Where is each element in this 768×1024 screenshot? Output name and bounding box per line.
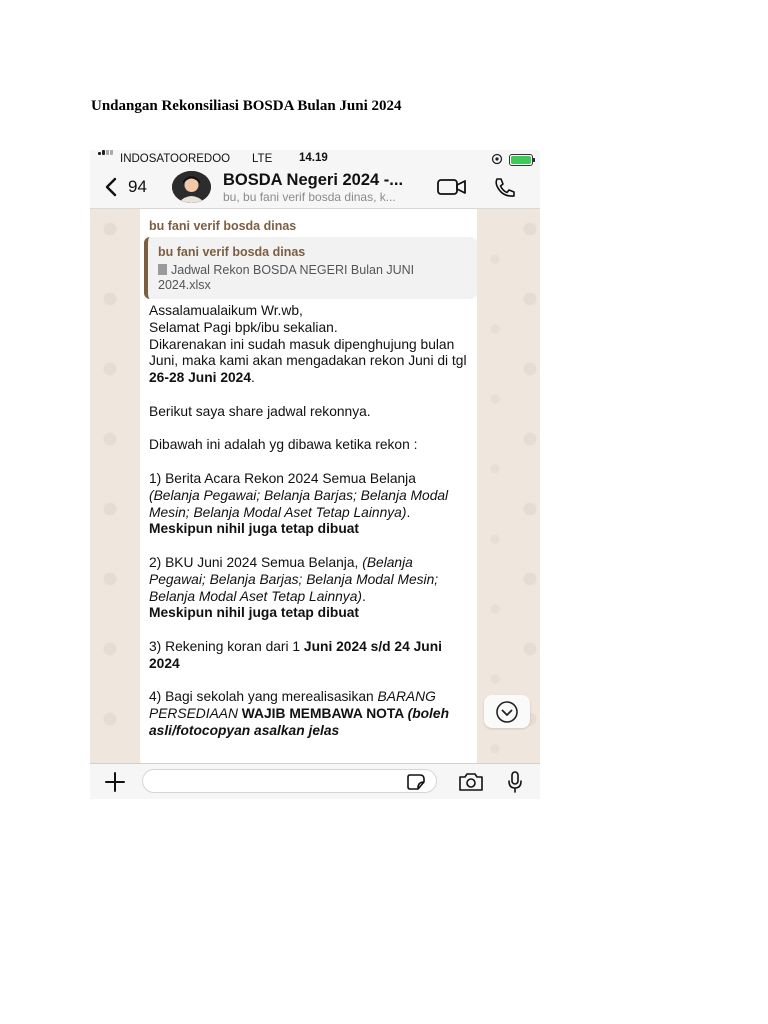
chat-header (90, 168, 540, 209)
camera-icon[interactable] (458, 772, 484, 797)
greeting-line: Selamat Pagi bpk/ibu sekalian. (149, 319, 338, 335)
phone-call-icon[interactable] (493, 176, 515, 203)
message-bubble[interactable] (140, 209, 477, 763)
battery-icon (509, 154, 533, 166)
status-bar (90, 150, 540, 168)
chevron-down-icon (495, 700, 519, 724)
avatar[interactable] (172, 171, 211, 203)
quoted-sender: bu fani verif bosda dinas (158, 245, 306, 259)
list-item-note: Meskipun nihil juga tetap dibuat (149, 521, 360, 537)
message-sender: bu fani verif bosda dinas (149, 219, 297, 233)
list-item: 1) Berita Acara Rekon 2024 Semua Belanja (Belanja Pegawai; Belanja Barjas; Belanja Modal Mesin; Belanja Modal Aset Tetap Lainnya). (149, 470, 452, 520)
message-input[interactable] (142, 769, 437, 793)
unread-count[interactable]: 94 (128, 177, 147, 196)
plus-icon[interactable] (104, 771, 126, 798)
quoted-file-name: Jadwal Rekon BOSDA NEGERI Bulan JUNI 2024.xlsx (158, 263, 415, 292)
rotation-lock-icon (491, 153, 503, 168)
list-item: 4) Bagi sekolah yang merealisasikan BARANG PERSEDIAAN WAJIB MEMBAWA NOTA (boleh asli/fotocopyan asalkan jelas (149, 689, 453, 738)
microphone-icon[interactable] (507, 770, 523, 799)
scroll-down-button[interactable] (484, 695, 530, 728)
group-name[interactable]: BOSDA Negeri 2024 -... (223, 171, 404, 189)
network-type: LTE (252, 153, 273, 165)
quoted-file (158, 263, 458, 293)
status-time: 14.19 (299, 152, 328, 164)
phone-screenshot (90, 150, 540, 799)
message-text (149, 303, 469, 740)
document-title: Undangan Rekonsiliasi BOSDA Bulan Juni 2024 (91, 98, 402, 114)
sticker-icon[interactable] (406, 773, 426, 796)
input-bar (90, 763, 540, 799)
chevron-left-icon[interactable] (102, 176, 120, 203)
greeting-line: Assalamualaikum Wr.wb, (149, 303, 303, 318)
video-call-icon[interactable] (437, 178, 467, 201)
share-line: Berikut saya share jadwal rekonnya. (149, 403, 371, 419)
list-item: 3) Rekening koran dari 1 Juni 2024 s/d 24 Juni 2024 (149, 638, 446, 671)
group-members[interactable]: bu, bu fani verif bosda dinas, k... (223, 190, 396, 204)
rekon-dates: 26-28 Juni 2024 (149, 370, 252, 386)
list-item-note: Meskipun nihil juga tetap dibuat (149, 605, 360, 621)
carrier-name: INDOSATOOREDOO (120, 153, 231, 165)
file-icon (158, 264, 167, 275)
list-item: 2) BKU Juni 2024 Semua Belanja, (Belanja Pegawai; Belanja Barjas; Belanja Modal Mesin; Belanja Modal Aset Tetap Lainnya). (149, 554, 442, 604)
intro-paragraph: Dikarenakan ini sudah masuk dipenghujung bulan Juni, maka kami akan mengadakan rekon Juni di tgl 26-28 Juni 2024. (149, 336, 471, 386)
chat-area[interactable] (90, 209, 540, 763)
bring-line: Dibawah ini adalah yg dibawa ketika rekon : (149, 437, 418, 453)
quoted-message[interactable] (144, 237, 477, 299)
